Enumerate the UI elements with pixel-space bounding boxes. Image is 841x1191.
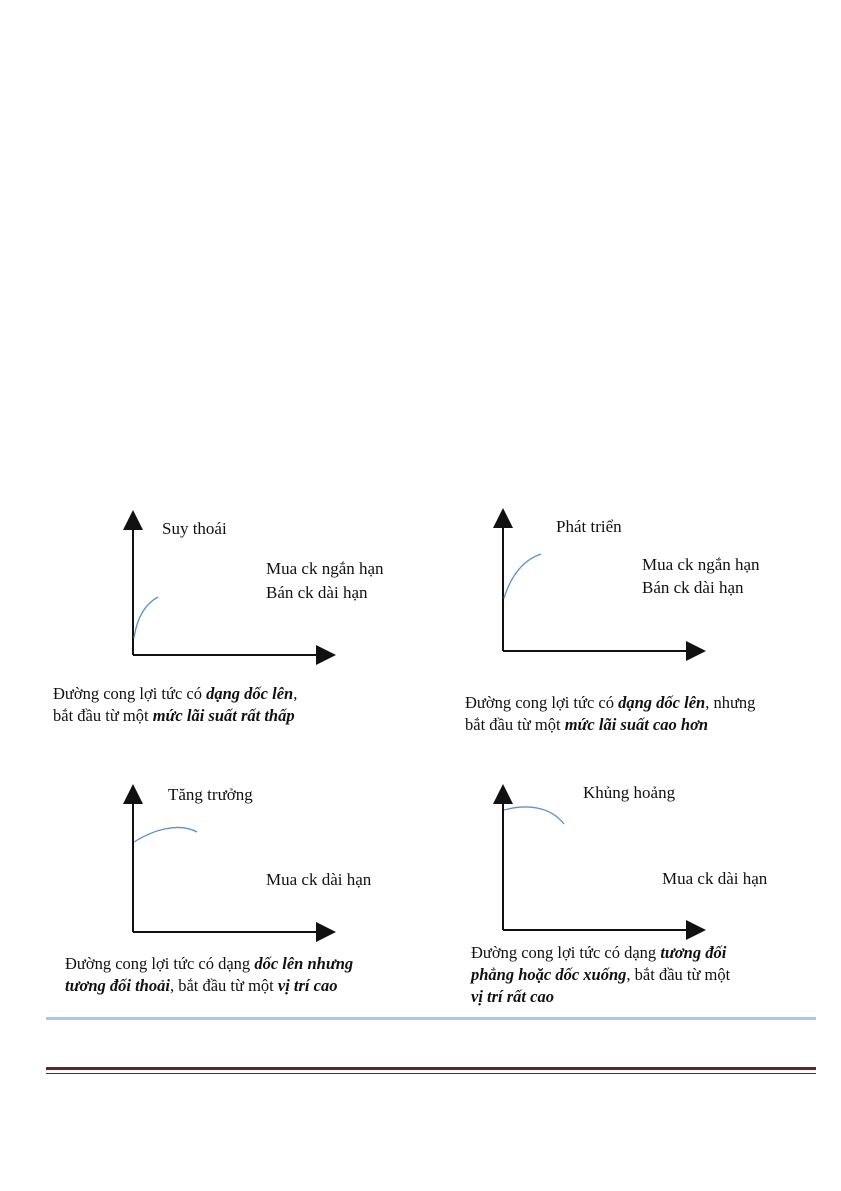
advice-line-1: Mua ck dài hạn — [266, 870, 372, 889]
caption-text: , bắt đầu từ một — [626, 965, 731, 984]
caption-phat-trien — [465, 692, 755, 736]
phase-title: Suy thoái — [162, 519, 227, 538]
caption-emphasis: dốc lên nhưng — [254, 954, 354, 973]
caption-text: Đường cong lợi tức có dạng — [471, 943, 661, 962]
footer-rule-bottom — [46, 1073, 816, 1074]
divider-line-blue — [46, 1017, 816, 1020]
caption-suy-thoai — [53, 683, 297, 727]
caption-emphasis: dạng dốc lên — [618, 693, 706, 712]
caption-emphasis: tương đối — [660, 943, 727, 962]
chart-axes — [488, 780, 718, 940]
caption-text: Đường cong lợi tức có — [465, 693, 619, 712]
caption-text: Đường cong lợi tức có dạng — [65, 954, 255, 973]
caption-text: , bắt đầu từ một — [169, 976, 278, 995]
yield-curve — [134, 597, 158, 638]
yield-curve — [504, 554, 541, 598]
phase-title: Phát triển — [556, 517, 622, 536]
caption-emphasis: vị trí cao — [277, 976, 338, 995]
caption-emphasis: phẳng hoặc dốc xuống — [471, 965, 627, 984]
footer-rule-top — [46, 1067, 816, 1070]
caption-emphasis: tương đối thoải — [65, 976, 170, 995]
phase-title: Khủng hoảng — [583, 783, 676, 802]
phase-title: Tăng trưởng — [168, 785, 253, 804]
chart-axes — [118, 780, 348, 940]
caption-text: bắt đầu từ một — [53, 706, 153, 725]
advice-line-1: Mua ck ngắn hạn — [266, 559, 384, 578]
yield-curve — [504, 807, 564, 824]
caption-text: bắt đầu từ một — [465, 715, 565, 734]
yield-curve — [134, 827, 197, 842]
advice-line-2: Bán ck dài hạn — [266, 583, 368, 602]
caption-emphasis: mức lãi suất rất thấp — [152, 706, 295, 725]
caption-tang-truong — [65, 953, 353, 997]
advice-line-1: Mua ck dài hạn — [662, 869, 768, 888]
caption-khung-hoang — [471, 942, 730, 1008]
caption-text: , — [293, 684, 298, 703]
advice-line-1: Mua ck ngắn hạn — [642, 555, 760, 574]
caption-emphasis: vị trí rất cao — [471, 987, 554, 1006]
caption-emphasis: mức lãi suất cao hơn — [564, 715, 709, 734]
advice-line-2: Bán ck dài hạn — [642, 578, 744, 597]
caption-emphasis: dạng dốc lên — [206, 684, 294, 703]
caption-text: , nhưng — [705, 693, 756, 712]
caption-text: Đường cong lợi tức có — [53, 684, 207, 703]
